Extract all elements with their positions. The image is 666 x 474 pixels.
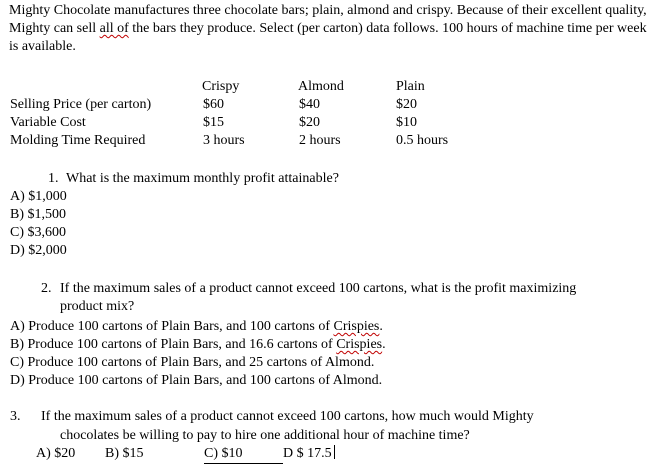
question-1-option-d: D) $2,000 [10, 243, 67, 258]
question-2-text-line-2: product mix? [60, 299, 135, 314]
question-3-text-line-1: If the maximum sales of a product cannot exceed 100 cartons, how much would Mighty [41, 409, 534, 424]
cell-selling-price-plain: $20 [396, 97, 417, 112]
intro-part-1: Mighty Chocolate manufactures three chocolate bars; plain, almond and crispy. Because of their excellent quality, Mighty can sell [9, 3, 647, 36]
question-2-option-b [10, 336, 386, 354]
question-3-number: 3. [10, 409, 21, 424]
question-2-option-a-flagged-word: Crispies [333, 319, 380, 334]
cell-selling-price-crispy: $60 [203, 97, 224, 112]
question-2-option-b-period: . [382, 337, 386, 352]
row-label-molding-time: Molding Time Required [10, 133, 146, 148]
question-3-option-d-text: D $ 17.5 [283, 446, 332, 461]
cell-molding-time-almond: 2 hours [299, 133, 341, 148]
intro-flagged-text: all of [99, 21, 129, 36]
question-3-option-c [204, 445, 283, 464]
question-1-text: What is the maximum monthly profit attainable? [66, 171, 339, 186]
cell-variable-cost-crispy: $15 [203, 115, 224, 130]
question-2-option-a-period: . [379, 319, 383, 334]
question-3-option-c-underlined [204, 445, 283, 464]
question-1-number: 1. [48, 171, 59, 186]
question-3-option-a: A) $20 [36, 446, 76, 461]
row-label-selling-price: Selling Price (per carton) [10, 97, 152, 112]
cell-variable-cost-almond: $20 [299, 115, 320, 130]
question-1-option-b: B) $1,500 [10, 207, 66, 222]
question-3-option-d [283, 445, 335, 463]
question-2-option-a-text: A) Produce 100 cartons of Plain Bars, and 100 cartons of [10, 319, 334, 334]
problem-intro [9, 2, 659, 56]
question-3-text-line-2: chocolates be willing to pay to hire one additional hour of machine time? [60, 428, 470, 443]
intro-part-2: the bars they produce. Select (per carton) data follows. 100 hours of machine time per week is available. [9, 21, 647, 54]
question-3-option-c-text: C) $10 [204, 446, 243, 461]
column-header-plain: Plain [396, 79, 425, 94]
question-2-option-d: D) Produce 100 cartons of Plain Bars, and 100 cartons of Almond. [10, 373, 383, 388]
question-2-text-line-1: If the maximum sales of a product cannot exceed 100 cartons, what is the profit maximizing [60, 281, 577, 296]
column-header-almond: Almond [298, 79, 344, 94]
cell-variable-cost-plain: $10 [396, 115, 417, 130]
row-label-variable-cost: Variable Cost [10, 115, 86, 130]
column-header-crispy: Crispy [202, 79, 240, 94]
question-2-number: 2. [41, 281, 52, 296]
text-cursor [334, 445, 335, 459]
cell-molding-time-plain: 0.5 hours [396, 133, 449, 148]
question-2-option-c: C) Produce 100 cartons of Plain Bars, and 25 cartons of Almond. [10, 355, 375, 370]
cell-selling-price-almond: $40 [299, 97, 320, 112]
question-1-option-c: C) $3,600 [10, 225, 66, 240]
question-3-option-b: B) $15 [105, 446, 144, 461]
question-2-option-a [10, 318, 383, 336]
cell-molding-time-crispy: 3 hours [203, 133, 245, 148]
question-1-option-a: A) $1,000 [10, 189, 67, 204]
question-2-option-b-text: B) Produce 100 cartons of Plain Bars, and 16.6 cartons of [10, 337, 337, 352]
question-2-option-b-flagged-word: Crispies [336, 337, 383, 352]
